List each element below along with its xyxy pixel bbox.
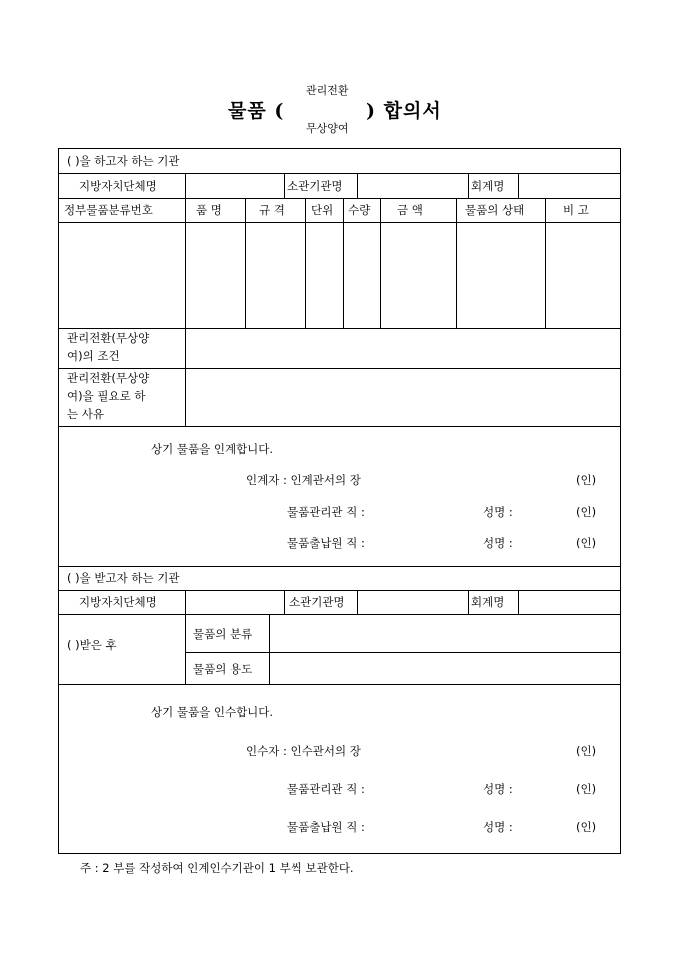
title-option-top: 관리전환 (306, 84, 349, 97)
divider (305, 198, 306, 328)
receive-manager-name-label: 성명 : (483, 782, 513, 796)
give-seal-main: (인) (576, 473, 597, 487)
footnote: 주 : 2 부를 작성하여 인계인수기관이 1 부씩 보관한다. (80, 861, 354, 875)
divider (59, 173, 620, 174)
receive-cashier-name-label: 성명 : (483, 820, 513, 834)
divider (380, 198, 381, 328)
divider (185, 590, 186, 614)
give-agency-label: 소관기관명 (287, 179, 343, 193)
give-cashier-name-label: 성명 : (483, 536, 513, 550)
column-header-condition: 물품의 상태 (465, 203, 525, 217)
give-seal-cashier: (인) (576, 536, 597, 550)
receive-local-gov-label: 지방자치단체명 (79, 595, 157, 609)
receive-seal-cashier: (인) (576, 820, 597, 834)
divider (518, 173, 519, 198)
divider (284, 173, 285, 198)
divider (59, 222, 620, 223)
receive-seal-manager: (인) (576, 782, 597, 796)
conditions-label-line1: 관리전환(무상양 (67, 331, 150, 345)
after-receipt-label: ( )받은 후 (67, 638, 117, 652)
divider (284, 590, 285, 614)
give-statement: 상기 물품을 인계합니다. (151, 442, 274, 456)
divider (59, 328, 620, 329)
column-header-quantity: 수량 (348, 203, 371, 217)
divider (357, 173, 358, 198)
agreement-form (58, 148, 621, 854)
receive-signer-manager: 물품관리관 직 : (287, 782, 365, 796)
divider (59, 426, 620, 427)
divider (185, 328, 186, 426)
divider (59, 198, 620, 199)
column-header-item-name: 품 명 (196, 203, 222, 217)
divider (185, 652, 620, 653)
receive-signer-main: 인수자 : 인수관서의 장 (246, 744, 361, 758)
title-option-bottom: 무상양여 (306, 122, 349, 135)
divider (59, 684, 620, 685)
divider (468, 590, 469, 614)
give-org-line: ( )을 하고자 하는 기관 (67, 154, 180, 168)
column-header-spec: 규 격 (259, 203, 285, 217)
give-signer-cashier: 물품출납원 직 : (287, 536, 365, 550)
divider (343, 198, 344, 328)
divider (59, 590, 620, 591)
give-seal-manager: (인) (576, 505, 597, 519)
reason-label-line3: 는 사유 (67, 407, 104, 421)
receive-signer-cashier: 물품출납원 직 : (287, 820, 365, 834)
conditions-label-line2: 여)의 조건 (67, 349, 120, 363)
receive-agency-label: 소관기관명 (289, 595, 345, 609)
receive-org-line: ( )을 받고자 하는 기관 (67, 571, 180, 585)
divider (357, 590, 358, 614)
form-title (0, 78, 680, 138)
column-header-remarks: 비 고 (563, 203, 589, 217)
item-classification-label: 물품의 분류 (193, 627, 253, 641)
give-manager-name-label: 성명 : (483, 505, 513, 519)
reason-label-line2: 여)을 필요로 하 (67, 389, 146, 403)
reason-label-line1: 관리전환(무상양 (67, 371, 150, 385)
give-account-label: 회계명 (471, 179, 505, 193)
divider (185, 614, 186, 684)
divider (269, 614, 270, 684)
title-main-right: ) 합의서 (366, 100, 442, 122)
divider (185, 198, 186, 328)
give-local-gov-label: 지방자치단체명 (79, 179, 157, 193)
item-usage-label: 물품의 용도 (193, 662, 253, 676)
divider (545, 198, 546, 328)
divider (245, 198, 246, 328)
receive-seal-main: (인) (576, 744, 597, 758)
receive-account-label: 회계명 (471, 595, 505, 609)
title-main-left: 물품 ( (228, 100, 285, 122)
column-header-classification-no: 정부물품분류번호 (64, 203, 153, 217)
divider (468, 173, 469, 198)
receive-statement: 상기 물품을 인수합니다. (151, 705, 274, 719)
divider (59, 566, 620, 567)
give-signer-manager: 물품관리관 직 : (287, 505, 365, 519)
divider (456, 198, 457, 328)
divider (59, 368, 620, 369)
divider (59, 614, 620, 615)
divider (518, 590, 519, 614)
divider (185, 173, 186, 198)
give-signer-main: 인계자 : 인계관서의 장 (246, 473, 361, 487)
column-header-unit: 단위 (311, 203, 334, 217)
column-header-amount: 금 액 (397, 203, 423, 217)
